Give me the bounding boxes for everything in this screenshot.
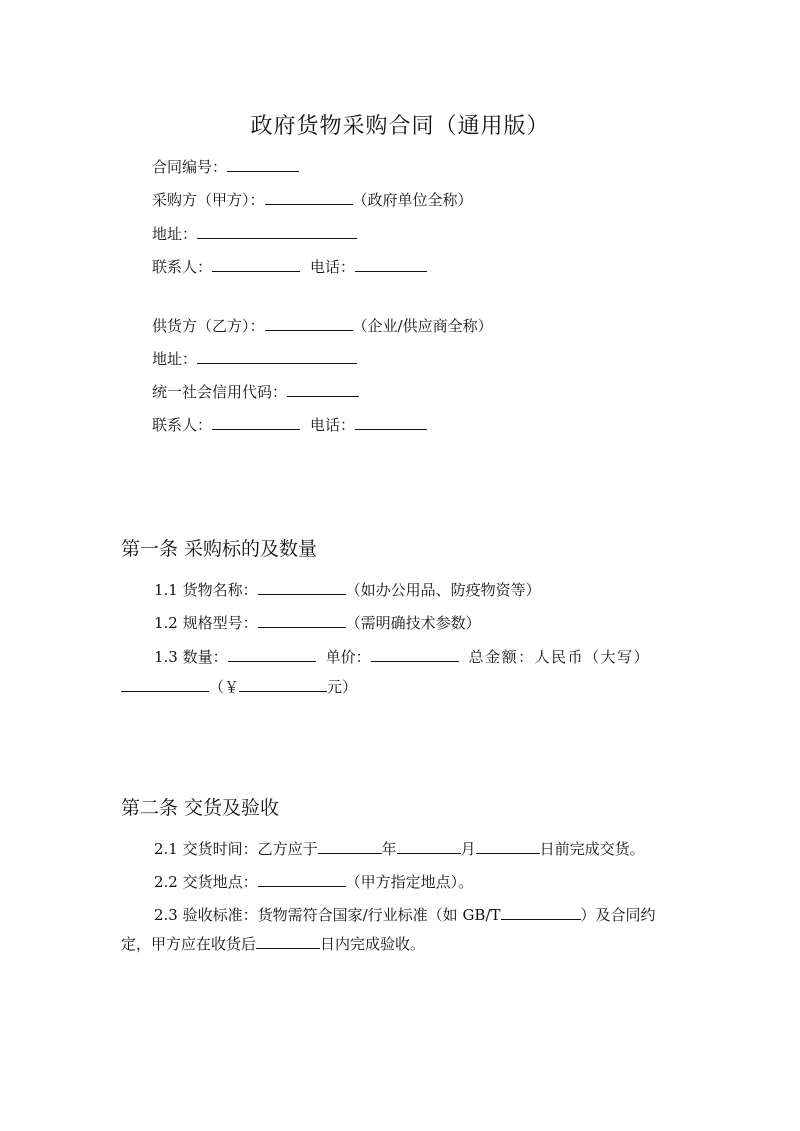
goods-name-label: 1.1 货物名称：: [154, 581, 258, 599]
supplier-contact-label: 联系人：: [152, 416, 213, 434]
buyer-phone-blank: [355, 256, 427, 272]
supplier-address-label: 地址：: [152, 350, 198, 368]
supplier-contact-line: [152, 414, 427, 434]
standard-blank: [501, 904, 581, 920]
acceptance-line2-b: 日内完成验收。: [320, 935, 426, 953]
supplier-address-line: [152, 348, 357, 368]
article-1-item-3-cont: [121, 676, 357, 696]
unit-price-blank: [371, 646, 459, 662]
supplier-label: 供货方（乙方）：: [152, 317, 265, 335]
delivery-year-blank: [318, 838, 382, 854]
article-1-heading: 第一条 采购标的及数量: [121, 538, 318, 560]
acceptance-line2-a: 定，甲方应在收货后: [121, 935, 257, 953]
delivery-month-blank: [397, 838, 461, 854]
credit-code-label: 统一社会信用代码：: [152, 383, 288, 401]
goods-name-note: （如办公用品、防疫物资等）: [345, 581, 541, 599]
delivery-time-label: 2.1 交货时间：乙方应于: [154, 840, 318, 858]
spec-note: （需明确技术参数）: [345, 614, 481, 632]
delivery-day-blank: [476, 838, 540, 854]
article-2-item-1: [154, 838, 645, 858]
contract-number-blank: [227, 156, 299, 172]
article-1-item-1: [154, 579, 541, 599]
goods-name-blank: [258, 579, 346, 595]
article-2-item-3: [154, 904, 656, 924]
delivery-place-label: 2.2 交货地点：: [154, 873, 258, 891]
buyer-address-label: 地址：: [152, 225, 198, 243]
article-2-item-3-cont: [121, 933, 425, 953]
buyer-phone-label: 电话：: [310, 258, 356, 276]
supplier-phone-blank: [355, 414, 427, 430]
quantity-blank: [228, 646, 316, 662]
amount-paren-open: （￥: [209, 678, 240, 696]
credit-code-blank: [287, 381, 359, 397]
buyer-line: [152, 189, 473, 209]
acceptance-label: 2.3 验收标准：货物需符合国家/行业标准（如 GB/T: [154, 906, 501, 924]
buyer-note: （政府单位全称）: [352, 191, 473, 209]
acceptance-days-blank: [256, 933, 320, 949]
buyer-label: 采购方（甲方）：: [152, 191, 265, 209]
year-label: 年: [381, 840, 397, 858]
total-amount-words-blank: [121, 676, 209, 692]
buyer-contact-blank: [212, 256, 300, 272]
total-amount-label: 总金额：人民币（大写）: [468, 648, 651, 666]
supplier-note: （企业/供应商全称）: [352, 317, 493, 335]
spec-label: 1.2 规格型号：: [154, 614, 258, 632]
acceptance-mid: ）及合同约: [580, 906, 656, 924]
buyer-name-blank: [265, 189, 353, 205]
supplier-phone-label: 电话：: [310, 416, 356, 434]
credit-code-line: [152, 381, 359, 401]
quantity-label: 1.3 数量：: [154, 648, 228, 666]
article-1-item-2: [154, 612, 481, 632]
supplier-name-blank: [265, 315, 353, 331]
supplier-contact-blank: [212, 414, 300, 430]
buyer-address-blank: [197, 223, 357, 239]
total-amount-figure-blank: [239, 676, 327, 692]
document-title: 政府货物采购合同（通用版）: [250, 114, 550, 139]
spec-blank: [258, 612, 346, 628]
amount-paren-close: 元）: [327, 678, 358, 696]
contract-number-label: 合同编号：: [152, 158, 228, 176]
unit-price-label: 单价：: [325, 648, 371, 666]
buyer-contact-line: [152, 256, 427, 276]
contract-number-line: [152, 156, 299, 176]
article-2-heading: 第二条 交货及验收: [121, 797, 280, 819]
article-2-item-2: [154, 871, 473, 891]
month-label: 月: [460, 840, 476, 858]
delivery-place-note: （甲方指定地点）。: [345, 873, 474, 891]
buyer-contact-label: 联系人：: [152, 258, 213, 276]
buyer-address-line: [152, 223, 357, 243]
delivery-place-blank: [258, 871, 346, 887]
supplier-address-blank: [197, 348, 357, 364]
supplier-line: [152, 315, 493, 335]
article-1-item-3: [154, 646, 650, 666]
delivery-time-end: 日前完成交货。: [539, 840, 645, 858]
